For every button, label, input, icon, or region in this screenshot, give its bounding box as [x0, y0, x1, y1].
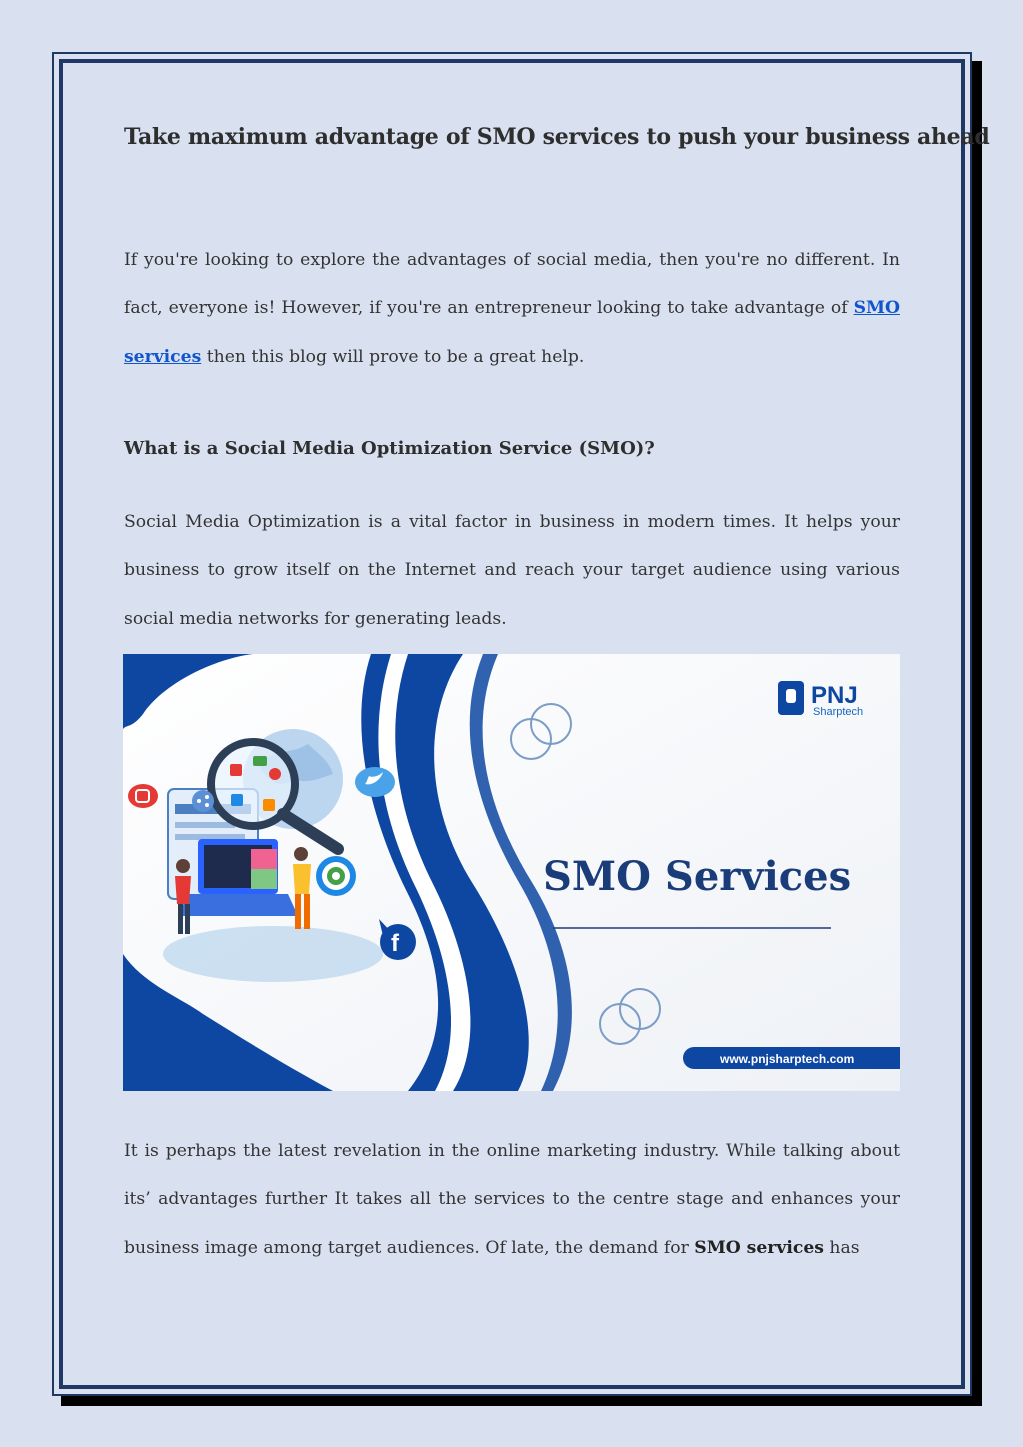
closing-text-after: has	[823, 1237, 860, 1258]
intro-text-after: then this blog will prove to be a great help.	[201, 346, 585, 367]
website-text: www.pnjsharptech.com	[720, 1052, 855, 1066]
brand-sub: Sharptech	[813, 706, 864, 718]
instagram-icon	[128, 784, 158, 808]
pnj-logo-icon	[778, 681, 804, 715]
closing-text-before: It is perhaps the latest revelation in the online marketing industry. While talking about its’ advantages further It takes all the services to the centre stage and enhances your business image among target audiences. Of late, the demand for	[124, 1141, 900, 1258]
intro-paragraph	[124, 236, 900, 381]
platform	[163, 926, 383, 982]
intro-text-before: If you're looking to explore the advantages of social media, then you're no different. In fact, everyone is! However, if you're an entrepreneur looking to take advantage of	[124, 250, 900, 319]
svg-text:f: f	[391, 930, 399, 957]
share-icon	[192, 790, 214, 812]
article-title: Take maximum advantage of SMO services to push your business ahead	[124, 124, 990, 150]
brand-name: PNJ	[811, 682, 858, 709]
smo-services-bold: SMO services	[694, 1237, 824, 1258]
banner-headline: SMO Services	[543, 853, 852, 900]
section-heading: What is a Social Media Optimization Service (SMO)?	[124, 438, 655, 459]
smo-services-link[interactable]: SMO services	[124, 298, 900, 367]
closing-paragraph	[124, 1127, 900, 1272]
smo-banner-image	[123, 654, 900, 1091]
twitter-icon	[355, 767, 395, 797]
target-icon	[316, 856, 356, 896]
section-paragraph: Social Media Optimization is a vital factor in business in modern times. It helps your business to grow itself on the Internet and reach your target audience using various social media networks for generating leads.	[124, 512, 900, 629]
